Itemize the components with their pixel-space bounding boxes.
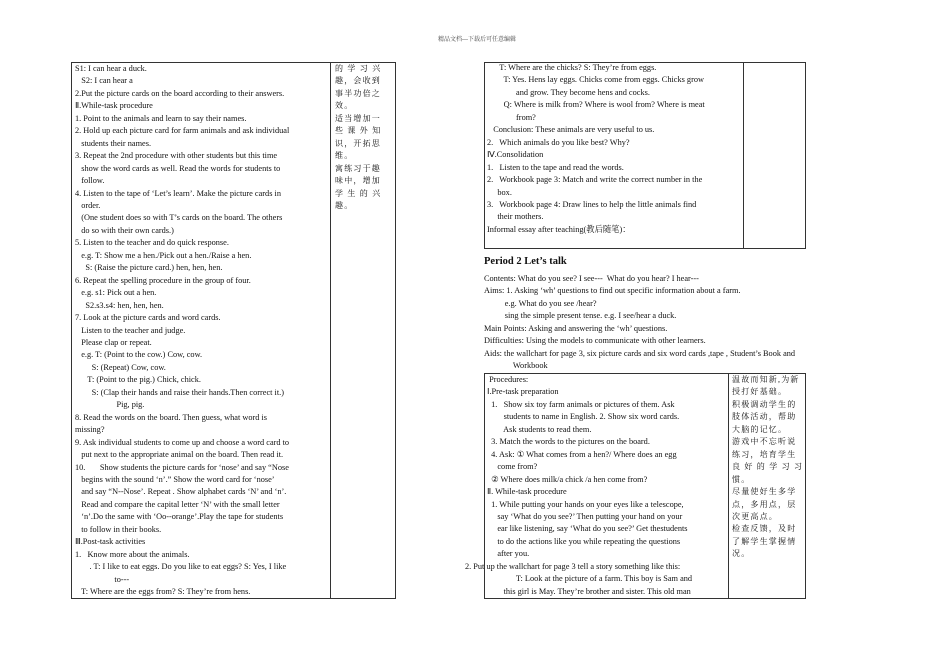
left-table-divider: [330, 62, 331, 599]
text-line: Ask students to read them.: [487, 424, 592, 434]
note-line: 学 生 的 兴: [335, 188, 382, 198]
text-line: e.g. T: (Point to the cow.) Cow, cow.: [75, 350, 203, 360]
text-line: e.g. s1: Pick out a hen.: [75, 288, 157, 298]
note-line: 效。: [335, 101, 354, 111]
note-line: 授打好基础。: [732, 387, 788, 397]
text-line: students to name in English. 2. Show six word cards.: [487, 412, 680, 422]
text-line: 9. Ask individual students to come up and choose a word card to: [75, 437, 290, 447]
text-line: . T: I like to eat eggs. Do you like to eat eggs? S: Yes, I like: [75, 562, 287, 572]
text-line: students their names.: [75, 138, 152, 148]
text-line: 1. While putting your hands on your eyes like a telescope,: [487, 499, 684, 509]
text-line: 2. Workbook page 3: Match and write the correct number in the: [487, 175, 703, 185]
text-line: Procedures:: [487, 375, 529, 384]
note-line: 了解学生掌握情: [732, 536, 797, 546]
text-line: T: (Point to the pig.) Chick, chick.: [75, 375, 201, 385]
text-line: Ⅲ.Post-task activities: [75, 537, 146, 547]
note-line: 事半功倍之: [335, 88, 381, 98]
text-line: missing?: [75, 425, 105, 435]
text-line: 3. Repeat the 2nd procedure with other students but this time: [75, 151, 278, 161]
text-line: 1. Listen to the tape and read the words.: [487, 162, 624, 172]
text-line: 3. Workbook page 4: Draw lines to help the little animals find: [487, 199, 697, 209]
text-line: e.g. T: Show me a hen./Pick out a hen./Raise a hen.: [75, 250, 252, 260]
text-line: 1. Point to the animals and learn to say their names.: [75, 113, 247, 123]
text-line: follow.: [75, 176, 105, 186]
note-line: 肢体活动，帮助: [732, 412, 797, 422]
text-line: ② Where does milk/a chick /a hen come from?: [487, 474, 648, 484]
right-top-table-divider: [743, 62, 744, 249]
text-line: to---: [75, 574, 130, 584]
note-line: 良 好 的 学 习 习: [732, 462, 804, 472]
note-line: 检查反馈，及时: [732, 524, 797, 534]
wallchart-step-line: 2. Put up the wallchart for page 3 tell a story something like this:: [465, 562, 681, 571]
text-line: S: (Clap their hands and raise their hands.Then correct it.): [75, 387, 284, 397]
left-table-main-text: [75, 63, 329, 598]
page-header: 精品文档---下载后可任意编辑: [438, 37, 516, 43]
text-line: (One student does so with T’s cards on the board. The others: [75, 213, 283, 223]
text-line: to follow in their books.: [75, 524, 162, 534]
info-line: Aims: 1. Asking ‘wh’ questions to find out specific information about a farm.: [484, 286, 741, 296]
text-line: 1. Know more about the animals.: [75, 549, 190, 559]
text-line: 1. Show six toy farm animals or pictures of them. Ask: [487, 399, 675, 409]
text-line: S: (Repeat) Cow, cow.: [75, 362, 166, 372]
text-line: 4. Listen to the tape of ‘Let’s learn’. Make the picture cards in: [75, 188, 281, 198]
info-line: Main Points: Asking and answering the ‘wh’ questions.: [484, 323, 668, 333]
text-line: Ⅳ.Consolidation: [487, 150, 544, 160]
text-line: put next to the appropriate animal on the board. Then read it.: [75, 450, 284, 460]
info-line: Difficulties: Using the models to communicate with other learners.: [484, 336, 706, 346]
text-line: S2: I can hear a: [75, 76, 133, 86]
note-line: 适当增加一: [335, 113, 381, 123]
note-line: 惯。: [732, 474, 751, 484]
text-line: T: Look at the picture of a farm. This boy is Sam and: [487, 574, 693, 584]
text-line: 4. Ask: ① What comes from a hen?/ Where does an egg: [487, 449, 677, 459]
info-line: Aids: the wallchart for page 3, six picture cards and six word cards ,tape , Student’s Book and: [484, 348, 796, 358]
text-line: Please clap or repeat.: [75, 337, 152, 347]
text-line: S2.s3.s4: hen, hen, hen.: [75, 300, 164, 310]
note-line: 的 学 习 兴: [335, 64, 382, 73]
note-line: 况。: [732, 549, 751, 559]
note-line: 趣，会收到: [335, 76, 381, 86]
note-line: 识，开拓思: [335, 138, 381, 148]
text-line: Read and compare the capital letter ‘N’ with the small letter: [75, 499, 280, 509]
note-line: 趣。: [335, 200, 354, 210]
note-line: 寓练习于趣: [335, 163, 381, 173]
text-line: after you.: [487, 549, 530, 559]
note-line: 维。: [335, 151, 354, 161]
text-line: and say “N--Nose’. Repeat . Show alphabet cards ‘N’ and ‘n’.: [75, 487, 287, 497]
text-line: come from?: [487, 462, 538, 472]
text-line: box.: [487, 187, 512, 197]
text-line: show the word cards as well. Read the words for students to: [75, 163, 281, 173]
text-line: their mothers.: [487, 212, 544, 222]
note-line: 些 课 外 知: [335, 126, 382, 136]
text-line: S1: I can hear a duck.: [75, 64, 147, 73]
text-line: Ⅱ. While-task procedure: [487, 487, 567, 497]
text-line: begins with the sound ‘n’.” Show the word card for ‘nose’: [75, 474, 275, 484]
text-line: T: Where are the chicks? S: They’re from eggs.: [487, 63, 657, 72]
text-line: this girl is May. They’re brother and sister. This old man: [487, 586, 691, 596]
text-line: do so with their own cards.): [75, 225, 174, 235]
period2-info: [484, 273, 864, 373]
info-line: Contents: What do you see? I see--- What do you hear? I hear---: [484, 274, 699, 283]
text-line: 3. Match the words to the pictures on the board.: [487, 437, 650, 447]
note-line: 练习，培育学生: [732, 449, 797, 459]
text-line: 5. Listen to the teacher and do quick response.: [75, 238, 229, 248]
text-line: say ‘What do you see?’ Then putting your hand on your: [487, 511, 683, 521]
info-line: sing the simple present tense. e.g. I see/hear a duck.: [484, 311, 677, 321]
text-line: T: Where are the eggs from? S: They’re from hens.: [75, 587, 251, 597]
text-line: 8. Read the words on the board. Then guess, what word is: [75, 412, 268, 422]
text-line: Conclusion: These animals are very useful to us.: [487, 125, 655, 135]
text-line: T: Yes. Hens lay eggs. Chicks come from eggs. Chicks grow: [487, 75, 704, 85]
text-line: order.: [75, 200, 101, 210]
text-line: and grow. They become hens and cocks.: [487, 87, 650, 97]
text-line: Listen to the teacher and judge.: [75, 325, 186, 335]
right-bottom-table-side-notes: [732, 374, 806, 561]
text-line: 2. Which animals do you like best? Why?: [487, 137, 630, 147]
text-line: ‘n’.Do the same with ‘Oo--orange’.Play the tape for students: [75, 512, 284, 522]
info-line: Workbook: [484, 361, 548, 371]
note-line: 大脑的记忆。: [732, 424, 788, 434]
text-line: 2.Put the picture cards on the board according to their answers.: [75, 88, 285, 98]
note-line: 温故而知新,为新: [732, 375, 800, 384]
text-line: Informal essay after teaching(教后随笔)：: [487, 224, 631, 234]
text-line: 2. Hold up each picture card for farm animals and ask individual: [75, 126, 290, 136]
left-table-side-notes: [335, 63, 395, 212]
text-line: Pig, pig.: [75, 400, 145, 410]
note-line: 次更高点。: [732, 511, 778, 521]
text-line: S: (Raise the picture card.) hen, hen, hen.: [75, 263, 223, 273]
note-line: 味中，增加: [335, 176, 381, 186]
text-line: Ⅱ.While-task procedure: [75, 101, 153, 111]
text-line: to do the actions like you while repeating the questions: [487, 536, 681, 546]
period2-title: Period 2 Let’s talk: [484, 256, 567, 267]
note-line: 游戏中不忘听说: [732, 437, 797, 447]
text-line: ear like listening, say ‘What do you see?’ Get thestudents: [487, 524, 688, 534]
text-line: Ⅰ.Pre-task preparation: [487, 387, 559, 397]
text-line: Q: Where is milk from? Where is wool from? Where is meat: [487, 100, 705, 110]
note-line: 尽量使好生多学: [732, 487, 797, 497]
info-line: e.g. What do you see /hear?: [484, 298, 597, 308]
text-line: 10. Show students the picture cards for ‘nose’ and say “Nose: [75, 462, 289, 472]
right-top-table-text: [487, 62, 743, 236]
text-line: 7. Look at the picture cards and word cards.: [75, 313, 221, 323]
text-line: 6. Repeat the spelling procedure in the group of four.: [75, 275, 251, 285]
note-line: 积极调动学生的: [732, 399, 797, 409]
text-line: from?: [487, 112, 536, 122]
right-bottom-table-divider: [728, 373, 729, 599]
note-line: 点，多用点，层: [732, 499, 797, 509]
